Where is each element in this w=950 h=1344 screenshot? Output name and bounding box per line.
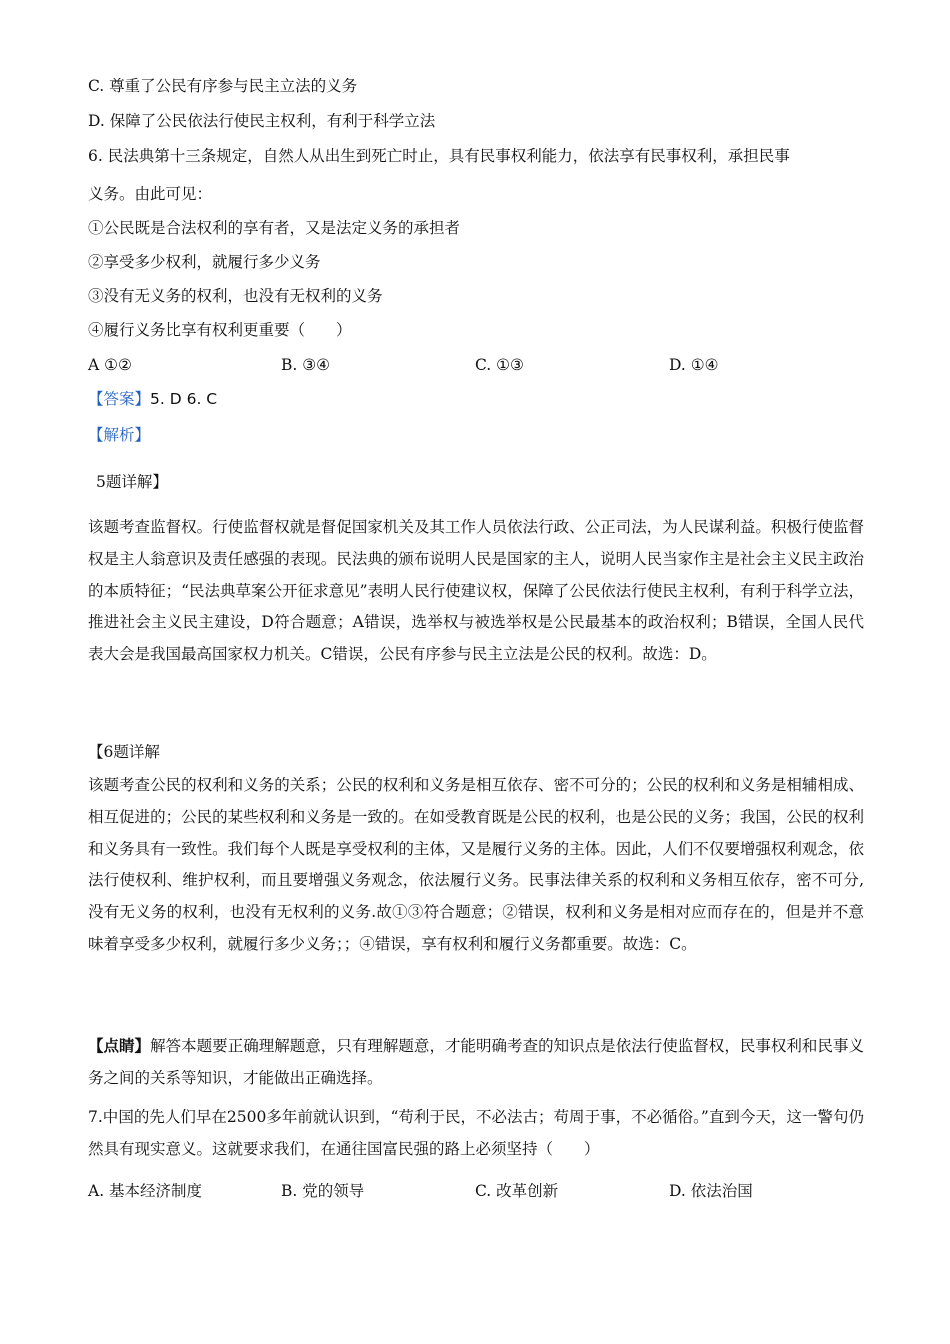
q6-stem-line2: 义务。由此可见：	[88, 185, 213, 203]
q7-option-d: D. 依法治国	[669, 1182, 753, 1200]
q6-item-2: ②享受多少权利，就履行多少义务	[88, 253, 321, 271]
q6-item-3: ③没有无义务的权利，也没有无权利的义务	[88, 287, 383, 305]
q7-option-c: C. 改革创新	[475, 1182, 559, 1200]
q6-detail-heading: 【6题详解	[88, 743, 160, 761]
q6-option-c: C. ①③	[475, 356, 524, 374]
q6-option-b: B. ③④	[281, 356, 331, 374]
tip-body: 解答本题要正确理解题意，只有理解题意，才能明确考查的知识点是依法行使监督权，民事权利和民事义务之间的关系等知识，才能做出正确选择。	[88, 1037, 864, 1087]
answer-value: 5. D 6. C	[150, 390, 218, 408]
q7-option-b: B. 党的领导	[281, 1182, 365, 1200]
answer-label: 【答案】	[88, 390, 151, 408]
q6-option-d: D. ①④	[669, 356, 719, 374]
tip-label: 【点睛】	[88, 1036, 151, 1055]
q6-item-1: ①公民既是合法权利的享有者，又是法定义务的承担者	[88, 219, 461, 237]
q6-item-4: ④履行义务比享有权利更重要（ ）	[88, 321, 352, 339]
q5-option-d: D. 保障了公民依法行使民主权利，有利于科学立法	[88, 112, 436, 130]
tip-paragraph	[88, 1030, 864, 1095]
q7-option-a: A. 基本经济制度	[88, 1182, 203, 1200]
analysis-label: 【解析】	[88, 426, 151, 444]
q5-detail-heading: 5题详解】	[96, 473, 168, 491]
q6-stem-line1: 6. 民法典第十三条规定，自然人从出生到死亡时止，具有民事权利能力，依法享有民事权利，承担民事	[88, 147, 790, 165]
q6-option-a: A ①②	[88, 356, 132, 374]
q7-stem: 7.中国的先人们早在2500多年前就认识到，“苟利于民，不必法古；苟周于事，不必循俗。”直到今天，这一警句仍然具有现实意义。这就要求我们，在通往国富民强的路上必须坚持（ ）	[88, 1108, 864, 1158]
q5-detail-body: 该题考查监督权。行使监督权就是督促国家机关及其工作人员依法行政、公正司法，为人民谋利益。积极行使监督权是主人翁意识及责任感强的表现。民法典的颁布说明人民是国家的主人，说明人民当家作主是社会主义民主政治的本质特征；“民法典草案公开征求意见”表明人民行使建议权，保障了公民依法行使民主权利，有利于科学立法，推进社会主义民主建设，D符合题意；A错误，选举权与被选举权是公民最基本的政治权利；B错误，全国人民代表大会是我国最高国家权力机关。C错误，公民有序参与民主立法是公民的权利。故选：D。	[88, 518, 864, 664]
q5-option-c: C. 尊重了公民有序参与民主立法的义务	[88, 77, 358, 95]
q6-detail-body: 该题考查公民的权利和义务的关系；公民的权利和义务是相互依存、密不可分的；公民的权利和义务是相辅相成、相互促进的；公民的某些权利和义务是一致的。在如受教育既是公民的权利，也是公民的义务；我国，公民的权利和义务具有一致性。我们每个人既是享受权利的主体，又是履行义务的主体。因此，人们不仅要增强权利观念，依法行使权利、维护权利，而且要增强义务观念，依法履行义务。民事法律关系的权利和义务相互依存，密不可分,没有无义务的权利，也没有无权利的义务.故①③符合题意；②错误，权利和义务是相对应而存在的，但是并不意味着享受多少权利，就履行多少义务；；④错误，享有权利和履行义务都重要。故选：C。	[88, 776, 864, 953]
answer-line	[88, 389, 217, 409]
